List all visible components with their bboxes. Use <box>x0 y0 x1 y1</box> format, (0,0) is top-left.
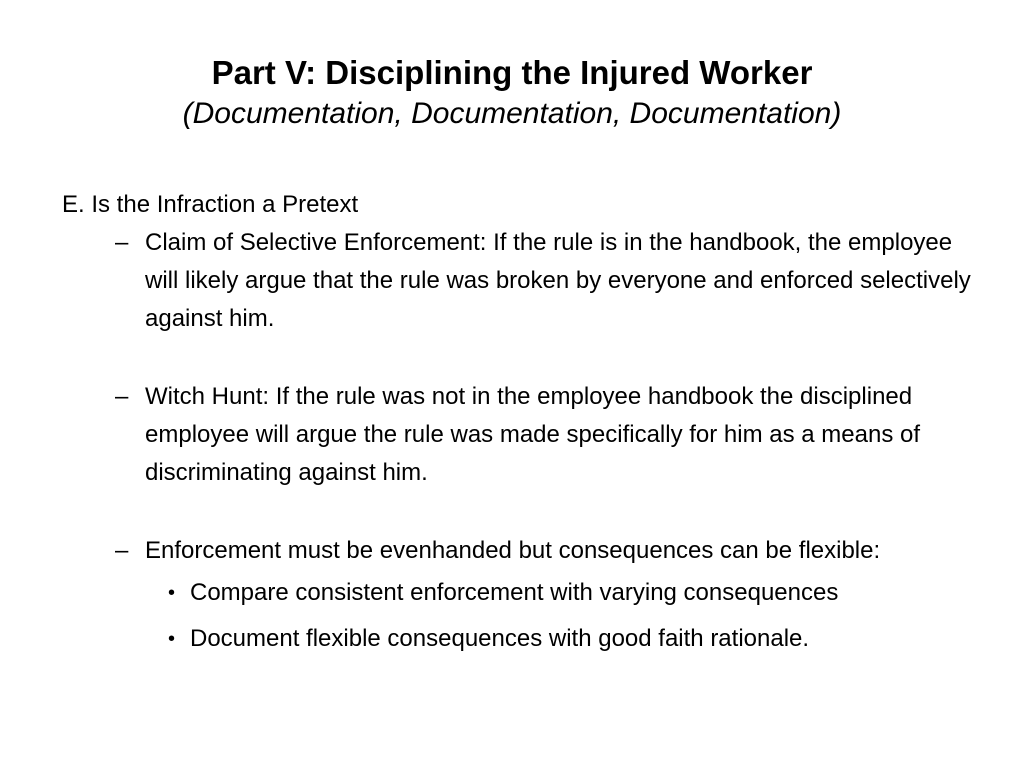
point-text: Witch Hunt: If the rule was not in the employee handbook the disciplined employee will argue the rule was made specifically for him as a means of discriminating against him. <box>145 383 921 486</box>
sub-point-text: Document flexible consequences with good faith rationale. <box>190 625 810 652</box>
slide-body <box>62 186 982 662</box>
sub-point-compare <box>168 570 982 616</box>
point-selective-enforcement <box>115 224 982 338</box>
bullet-marker: • <box>168 628 176 650</box>
dash-marker: – <box>115 537 129 564</box>
point-text: Enforcement must be evenhanded but consequences can be flexible: <box>145 537 881 564</box>
dash-marker: – <box>115 383 129 410</box>
title-block <box>0 52 1024 134</box>
sub-point-text: Compare consistent enforcement with varying consequences <box>190 579 839 606</box>
point-witch-hunt <box>115 378 982 492</box>
dash-marker: – <box>115 229 129 256</box>
slide-title: Part V: Disciplining the Injured Worker <box>211 54 813 91</box>
sub-point-document <box>168 616 982 662</box>
slide-subtitle: (Documentation, Documentation, Documentation) <box>182 97 842 130</box>
point-enforcement <box>115 532 982 570</box>
bullet-marker: • <box>168 582 176 604</box>
section-heading: E. Is the Infraction a Pretext <box>62 191 359 218</box>
point-text: Claim of Selective Enforcement: If the rule is in the handbook, the employee will likely argue that the rule was broken by everyone and enforced selectively against him. <box>145 229 971 332</box>
